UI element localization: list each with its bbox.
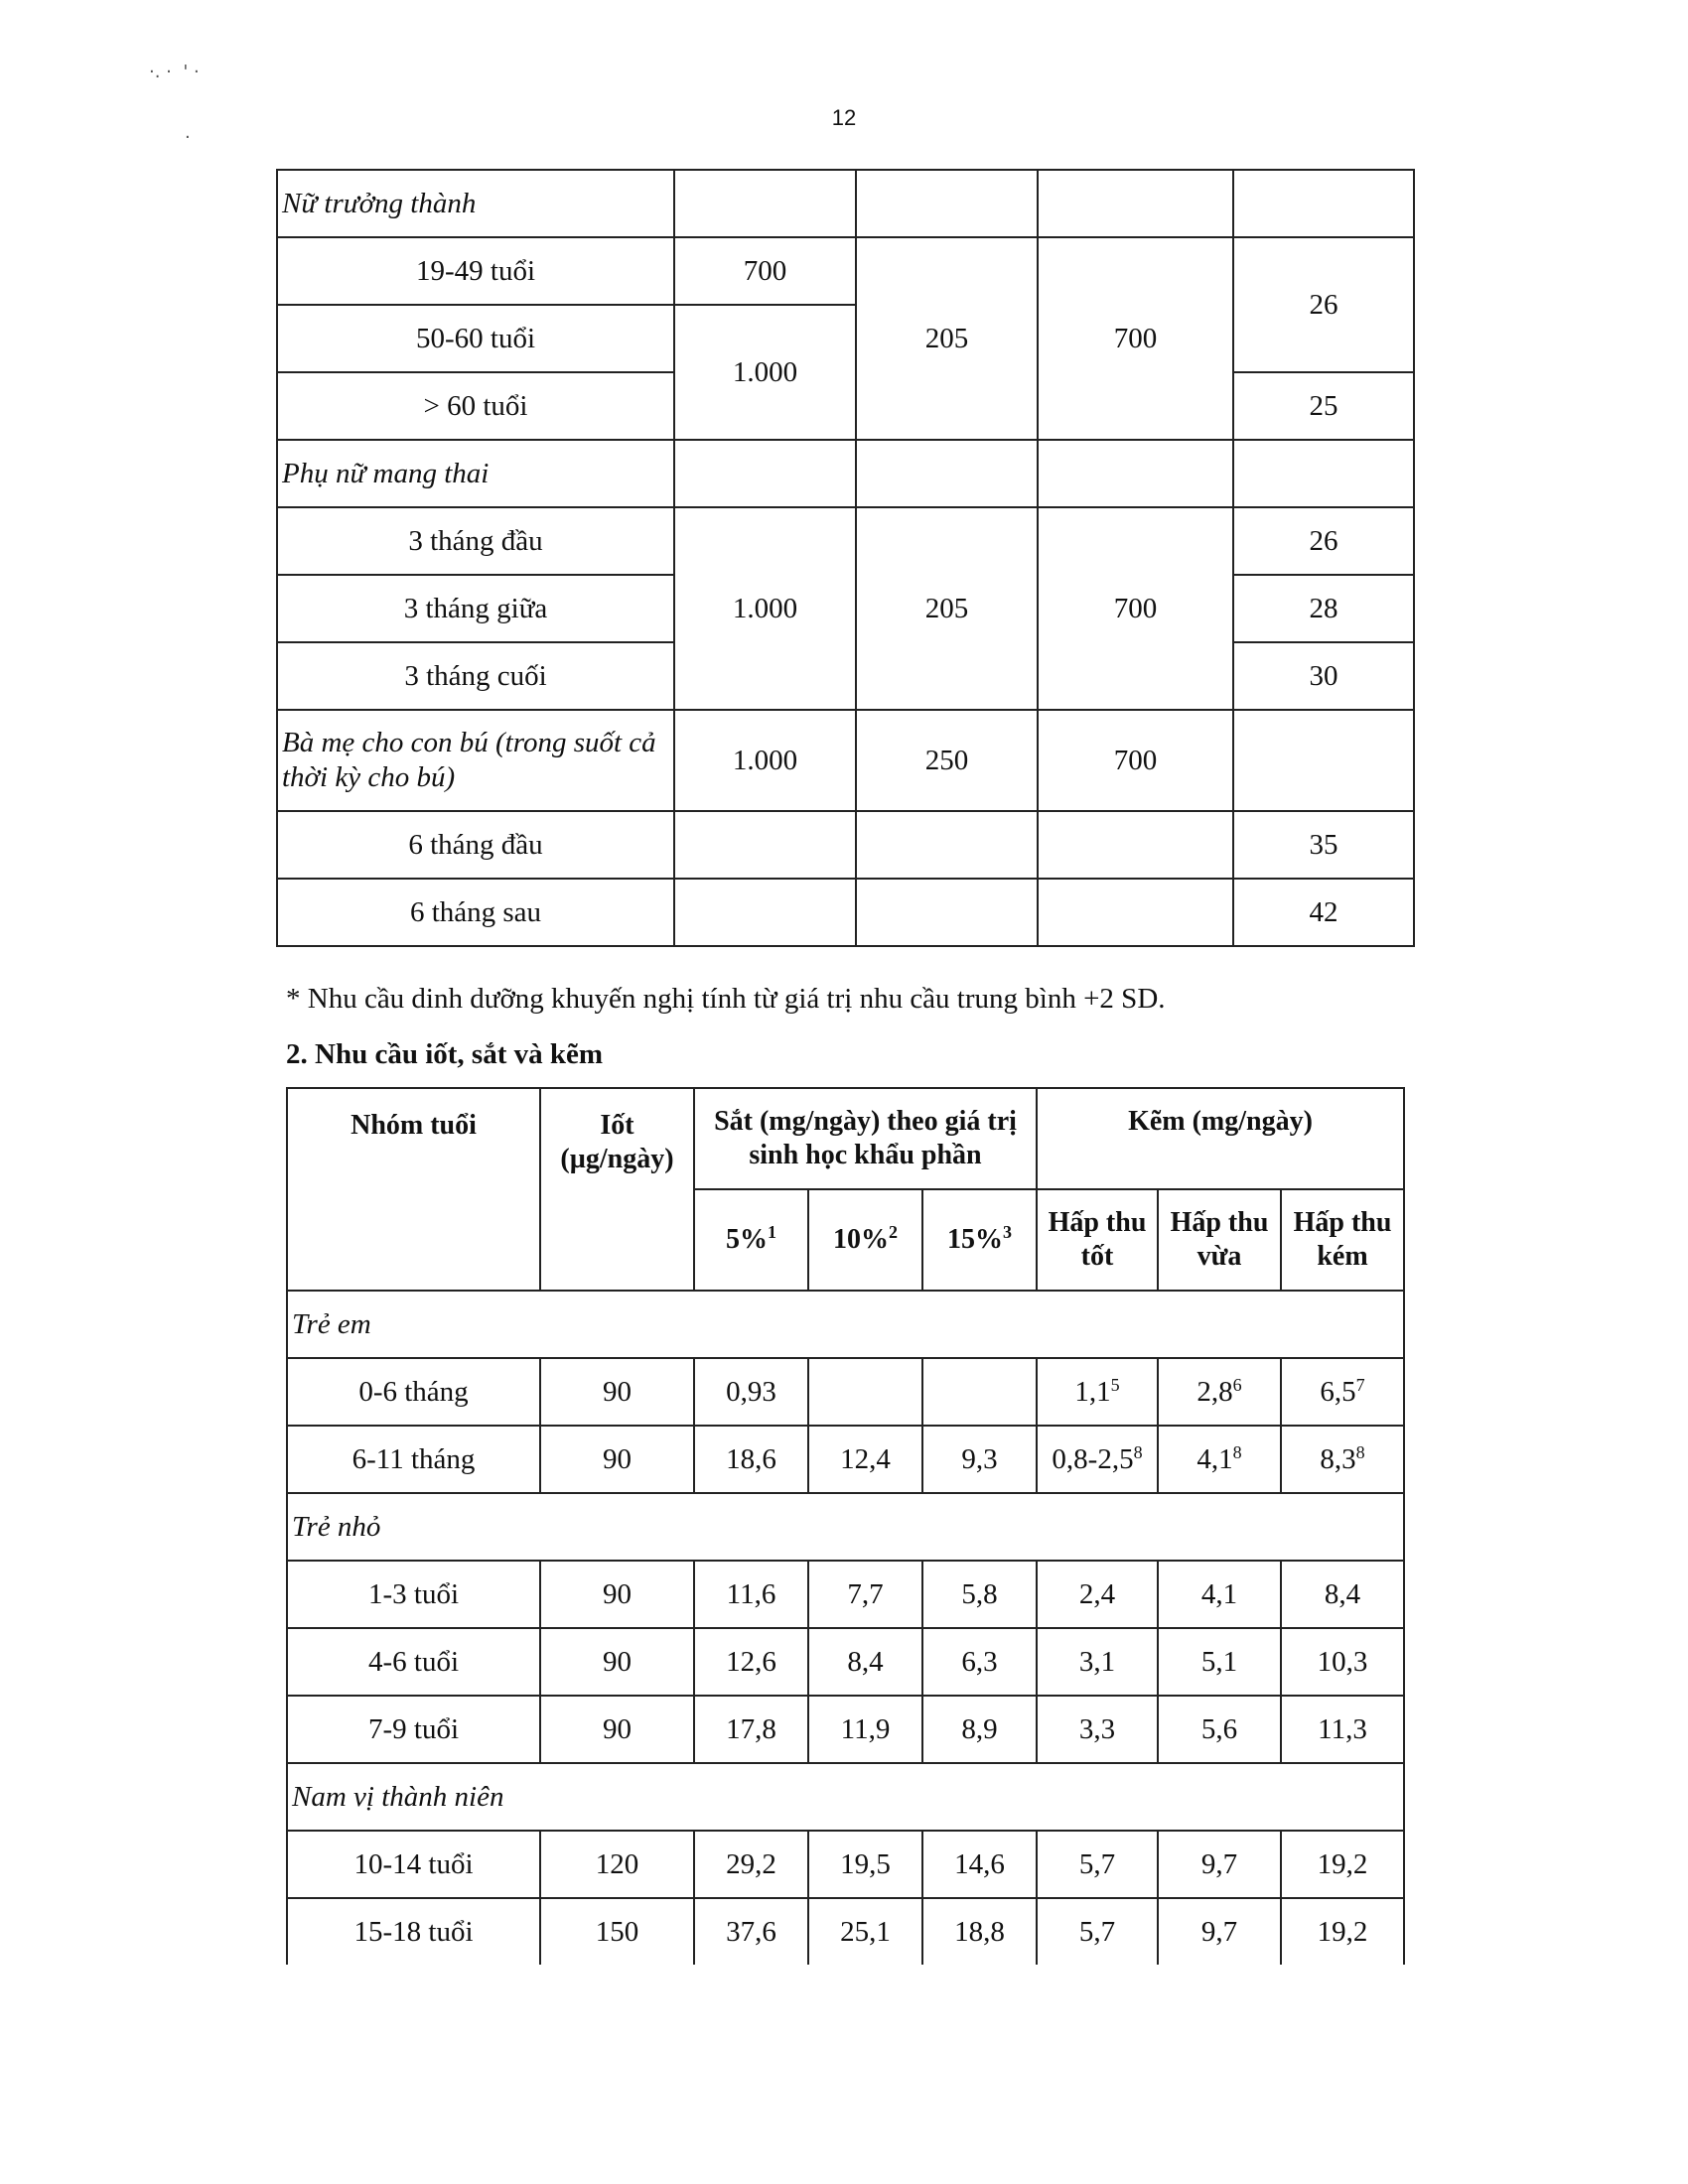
value-cell: 700 (1038, 710, 1233, 811)
value-cell: 150 (540, 1898, 694, 1965)
group-row (287, 1763, 1404, 1831)
value-cell: 25,1 (808, 1898, 922, 1965)
value-cell: 19,2 (1281, 1831, 1404, 1898)
value-cell: 5,8 (922, 1561, 1037, 1628)
value-cell: 11,6 (694, 1561, 808, 1628)
header-zinc: Kẽm (mg/ngày) (1037, 1088, 1404, 1189)
value-cell: 18,8 (922, 1898, 1037, 1965)
period-cell: 3 tháng đầu (277, 507, 674, 575)
period-cell: 3 tháng cuối (277, 642, 674, 710)
group-label: Nam vị thành niên (287, 1763, 1404, 1831)
table-row (287, 1358, 1404, 1426)
header-iron: Sắt (mg/ngày) theo giá trị sinh học khẩu phần (694, 1088, 1037, 1189)
value-cell: 2,4 (1037, 1561, 1158, 1628)
value-cell: 5,7 (1037, 1898, 1158, 1965)
value-cell: 11,3 (1281, 1696, 1404, 1763)
period-cell: 6 tháng đầu (277, 811, 674, 879)
table-row (277, 440, 1414, 507)
header-age-group: Nhóm tuổi (287, 1088, 540, 1291)
value-cell: 205 (856, 237, 1038, 440)
value-cell: $1,1^5$ (1037, 1358, 1158, 1426)
group-row (287, 1291, 1404, 1358)
value-cell: 30 (1233, 642, 1414, 710)
value-cell: 9,3 (922, 1426, 1037, 1493)
table-row (287, 1696, 1404, 1763)
table-row (277, 811, 1414, 879)
value-cell: 17,8 (694, 1696, 808, 1763)
period-cell: 6 tháng sau (277, 879, 674, 946)
value-cell: 37,6 (694, 1898, 808, 1965)
age-cell: 50-60 tuổi (277, 305, 674, 372)
value-cell: 26 (1233, 507, 1414, 575)
section-heading: 2. Nhu cầu iốt, sắt và kẽm (286, 1038, 604, 1070)
table-row (277, 507, 1414, 575)
value-cell: 11,9 (808, 1696, 922, 1763)
value-cell: 8,4 (1281, 1561, 1404, 1628)
value-cell: 3,1 (1037, 1628, 1158, 1696)
value-cell: 1.000 (674, 710, 856, 811)
value-cell: $4,1^8$ (1158, 1426, 1281, 1493)
group-row (287, 1493, 1404, 1561)
group-label: Phụ nữ mang thai (277, 440, 674, 507)
table-row (287, 1831, 1404, 1898)
header-iron-10: 10%$^2$ (808, 1189, 922, 1291)
header-iodine: Iốt (µg/ngày) (540, 1088, 694, 1291)
age-cell: 19-49 tuổi (277, 237, 674, 305)
value-cell: 6,3 (922, 1628, 1037, 1696)
value-cell: 90 (540, 1628, 694, 1696)
table-row (287, 1561, 1404, 1628)
value-cell: 14,6 (922, 1831, 1037, 1898)
group-label: Nữ trưởng thành (277, 170, 674, 237)
value-cell (808, 1358, 922, 1426)
value-cell: 28 (1233, 575, 1414, 642)
value-cell: 5,7 (1037, 1831, 1158, 1898)
value-cell: 90 (540, 1696, 694, 1763)
age-cell: 6-11 tháng (287, 1426, 540, 1493)
value-cell: 90 (540, 1426, 694, 1493)
table-row (287, 1426, 1404, 1493)
value-cell: 10,3 (1281, 1628, 1404, 1696)
table-row (287, 1898, 1404, 1965)
age-cell: 10-14 tuổi (287, 1831, 540, 1898)
header-zinc-mid: Hấp thu vừa (1158, 1189, 1281, 1291)
value-cell: 5,6 (1158, 1696, 1281, 1763)
value-cell: $6,5^7$ (1281, 1358, 1404, 1426)
age-cell: > 60 tuổi (277, 372, 674, 440)
nutrition-table-continued (276, 169, 1415, 947)
table-row (287, 1628, 1404, 1696)
period-cell: 3 tháng giữa (277, 575, 674, 642)
page-number: 12 (831, 105, 857, 130)
value-cell: 12,6 (694, 1628, 808, 1696)
table-row (277, 710, 1414, 811)
group-label: Trẻ em (287, 1291, 1404, 1358)
value-cell: 19,5 (808, 1831, 922, 1898)
value-cell: 7,7 (808, 1561, 922, 1628)
header-zinc-good: Hấp thu tốt (1037, 1189, 1158, 1291)
value-cell: 9,7 (1158, 1831, 1281, 1898)
age-cell: 7-9 tuổi (287, 1696, 540, 1763)
table-row (277, 879, 1414, 946)
value-cell: 120 (540, 1831, 694, 1898)
footnote: * Nhu cầu dinh dưỡng khuyến nghị tính từ giá trị nhu cầu trung bình +2 SD. (286, 983, 1166, 1015)
age-cell: 15-18 tuổi (287, 1898, 540, 1965)
value-cell: 5,1 (1158, 1628, 1281, 1696)
value-cell: 250 (856, 710, 1038, 811)
value-cell: 18,6 (694, 1426, 808, 1493)
group-label: Bà mẹ cho con bú (trong suốt cả thời kỳ cho bú) (277, 710, 674, 811)
value-cell: 700 (1038, 237, 1233, 440)
value-cell: 29,2 (694, 1831, 808, 1898)
value-cell: 12,4 (808, 1426, 922, 1493)
value-cell: 90 (540, 1561, 694, 1628)
value-cell: 0,93 (694, 1358, 808, 1426)
scan-mark: ·. · ' · (149, 62, 200, 82)
value-cell: 8,9 (922, 1696, 1037, 1763)
value-cell: 90 (540, 1358, 694, 1426)
value-cell: 19,2 (1281, 1898, 1404, 1965)
value-cell: 25 (1233, 372, 1414, 440)
age-cell: 1-3 tuổi (287, 1561, 540, 1628)
value-cell: 3,3 (1037, 1696, 1158, 1763)
value-cell: 42 (1233, 879, 1414, 946)
value-cell: 700 (1038, 507, 1233, 710)
table-row (277, 170, 1414, 237)
value-cell (922, 1358, 1037, 1426)
value-cell: 205 (856, 507, 1038, 710)
age-cell: 0-6 tháng (287, 1358, 540, 1426)
table-row (277, 237, 1414, 305)
value-cell: 4,1 (1158, 1561, 1281, 1628)
age-cell: 4-6 tuổi (287, 1628, 540, 1696)
header-row (287, 1088, 1404, 1189)
header-iron-5: 5%$^1$ (694, 1189, 808, 1291)
header-zinc-poor: Hấp thu kém (1281, 1189, 1404, 1291)
scan-mark: · (185, 127, 191, 148)
group-label: Trẻ nhỏ (287, 1493, 1404, 1561)
value-cell: 9,7 (1158, 1898, 1281, 1965)
value-cell: 8,4 (808, 1628, 922, 1696)
value-cell: 700 (674, 237, 856, 305)
value-cell: $0,8-2,5^8$ (1037, 1426, 1158, 1493)
value-cell: $2,8^6$ (1158, 1358, 1281, 1426)
value-cell: $8,3^8$ (1281, 1426, 1404, 1493)
iodine-iron-zinc-table (286, 1087, 1405, 1965)
value-cell: 1.000 (674, 305, 856, 440)
header-iron-15: 15%$^3$ (922, 1189, 1037, 1291)
value-cell: 35 (1233, 811, 1414, 879)
value-cell: 1.000 (674, 507, 856, 710)
value-cell: 26 (1233, 237, 1414, 372)
